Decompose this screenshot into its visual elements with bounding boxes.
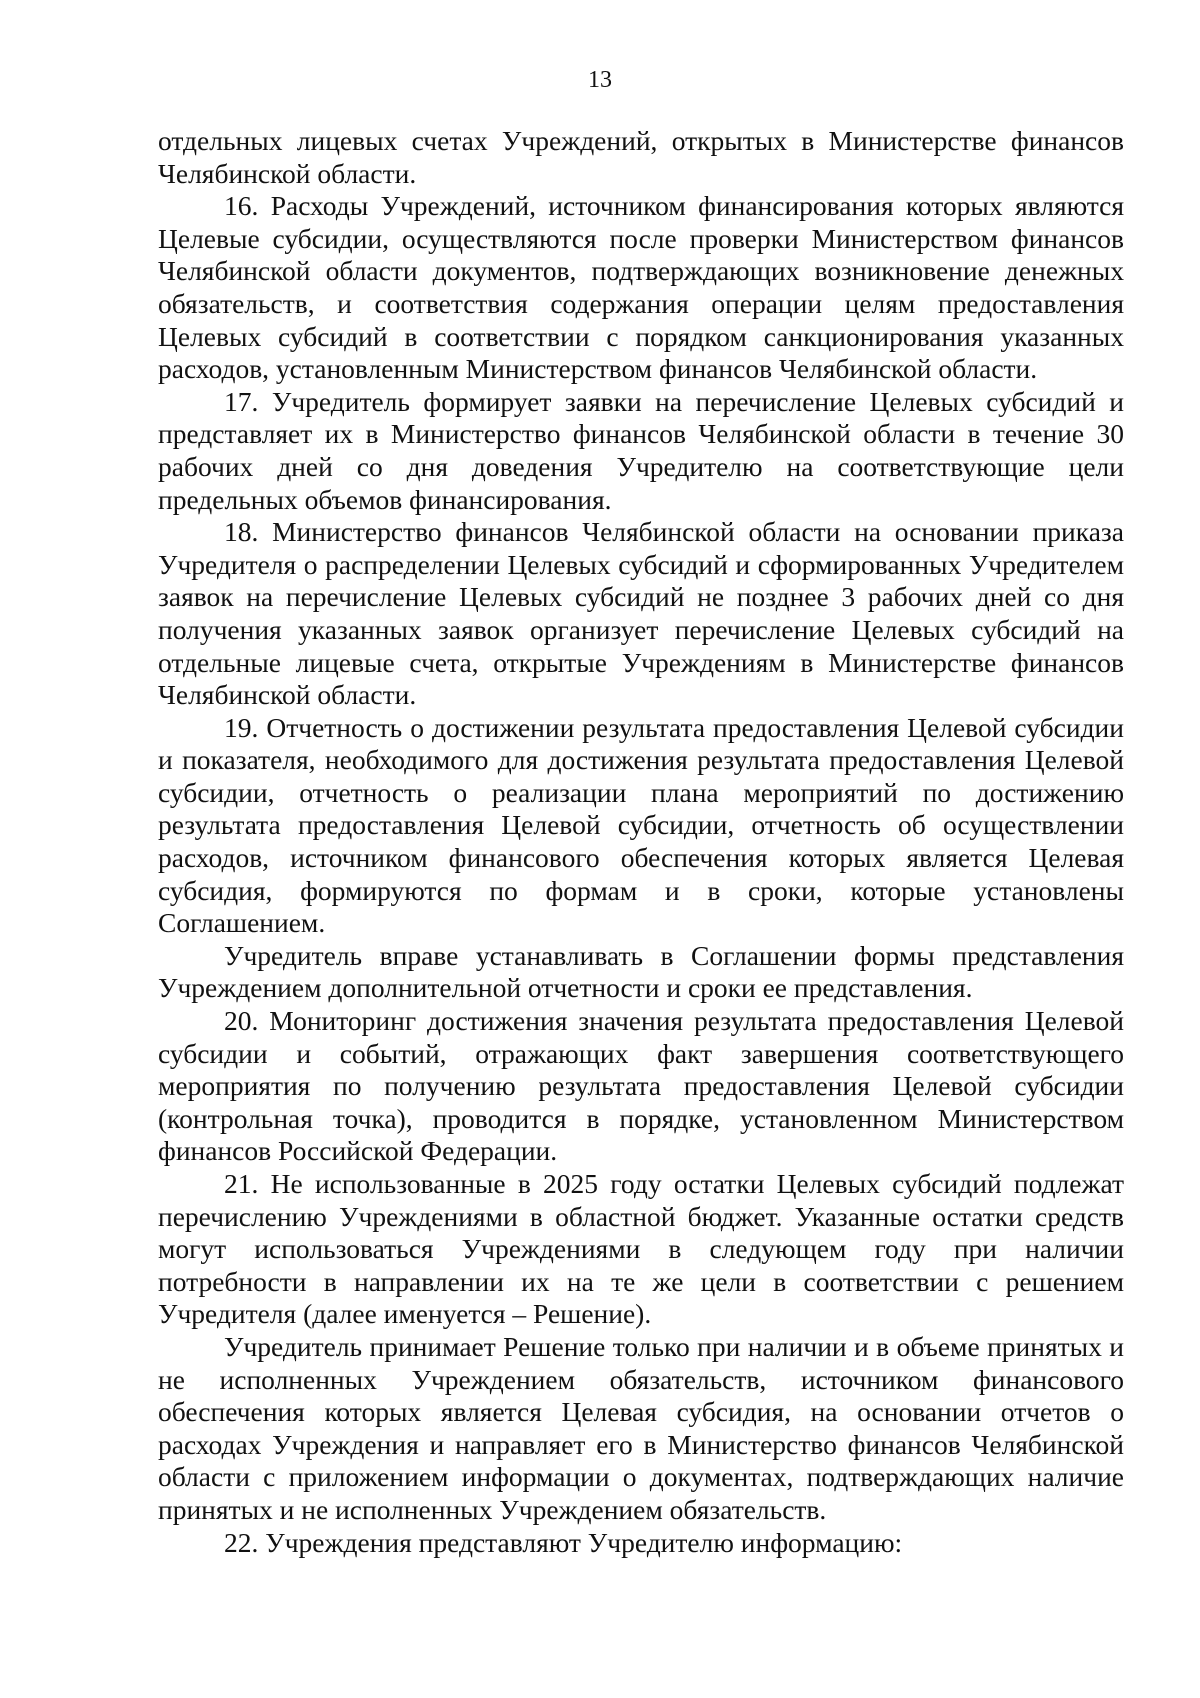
paragraph-20: 20. Мониторинг достижения значения результата предоставления Целевой субсидии и событий, отражающих факт завершения соответствующего мероприятия по получению результата предоставления Целевой субсидии (контрольная точка), проводится в порядке, установленном Министерством финансов Российской Федерации. [158,1005,1124,1167]
paragraph-19: 19. Отчетность о достижении результата предоставления Целевой субсидии и показателя, необходимого для достижения результата предоставления Целевой субсидии, отчетность о реализации плана мероприятий по достижению результата предоставления Целевой субсидии, отчетность об осуществлении расходов, источником финансового обеспечения которых является Целевая субсидия, формируются по формам и в сроки, которые установлены Соглашением. [158,711,1124,939]
paragraph-19-additional: Учредитель вправе устанавливать в Соглашении формы представления Учреждением дополнительной отчетности и сроки ее представления. [158,939,1124,1004]
paragraph-21: 21. Не использованные в 2025 году остатки Целевых субсидий подлежат перечислению Учреждениями в областной бюджет. Указанные остатки средств могут использоваться Учреждениями в следующем году при наличии потребности в направлении их на те же цели в соответствии с решением Учредителя (далее именуется – Решение). [158,1168,1124,1330]
paragraph-18: 18. Министерство финансов Челябинской области на основании приказа Учредителя о распределении Целевых субсидий и сформированных Учредителем заявок на перечисление Целевых субсидий не позднее 3 рабочих дней со дня получения указанных заявок организует перечисление Целевых субсидий на отдельные лицевые счета, открытые Учреждениям в Министерстве финансов Челябинской области. [158,516,1124,711]
paragraph-22: 22. Учреждения представляют Учредителю информацию: [224,1526,903,1558]
paragraph-17: 17. Учредитель формирует заявки на перечисление Целевых субсидий и представляет их в Министерство финансов Челябинской области в течение 30 рабочих дней со дня доведения Учредителю на соответствующие цели предельных объемов финансирования. [158,385,1124,515]
page-number: 13 [588,67,612,93]
paragraph-21-decision: Учредитель принимает Решение только при наличии и в объеме принятых и не исполненных Учреждением обязательств, источником финансового обеспечения которых является Целевая субсидия, на основании отчетов о расходах Учреждения и направляет его в Министерство финансов Челябинской области с приложением информации о документах, подтверждающих наличие принятых и не исполненных Учреждением обязательств. [158,1330,1124,1525]
document-body [158,125,1124,1559]
paragraph-continuation: отдельных лицевых счетах Учреждений, открытых в Министерстве финансов Челябинской области. [158,125,1124,189]
paragraph-16: 16. Расходы Учреждений, источником финансирования которых являются Целевые субсидии, осуществляются после проверки Министерством финансов Челябинской области документов, подтверждающих возникновение денежных обязательств, и соответствия содержания операции целям предоставления Целевых субсидий в соответствии с порядком санкционирования указанных расходов, установленным Министерством финансов Челябинской области. [158,190,1124,385]
